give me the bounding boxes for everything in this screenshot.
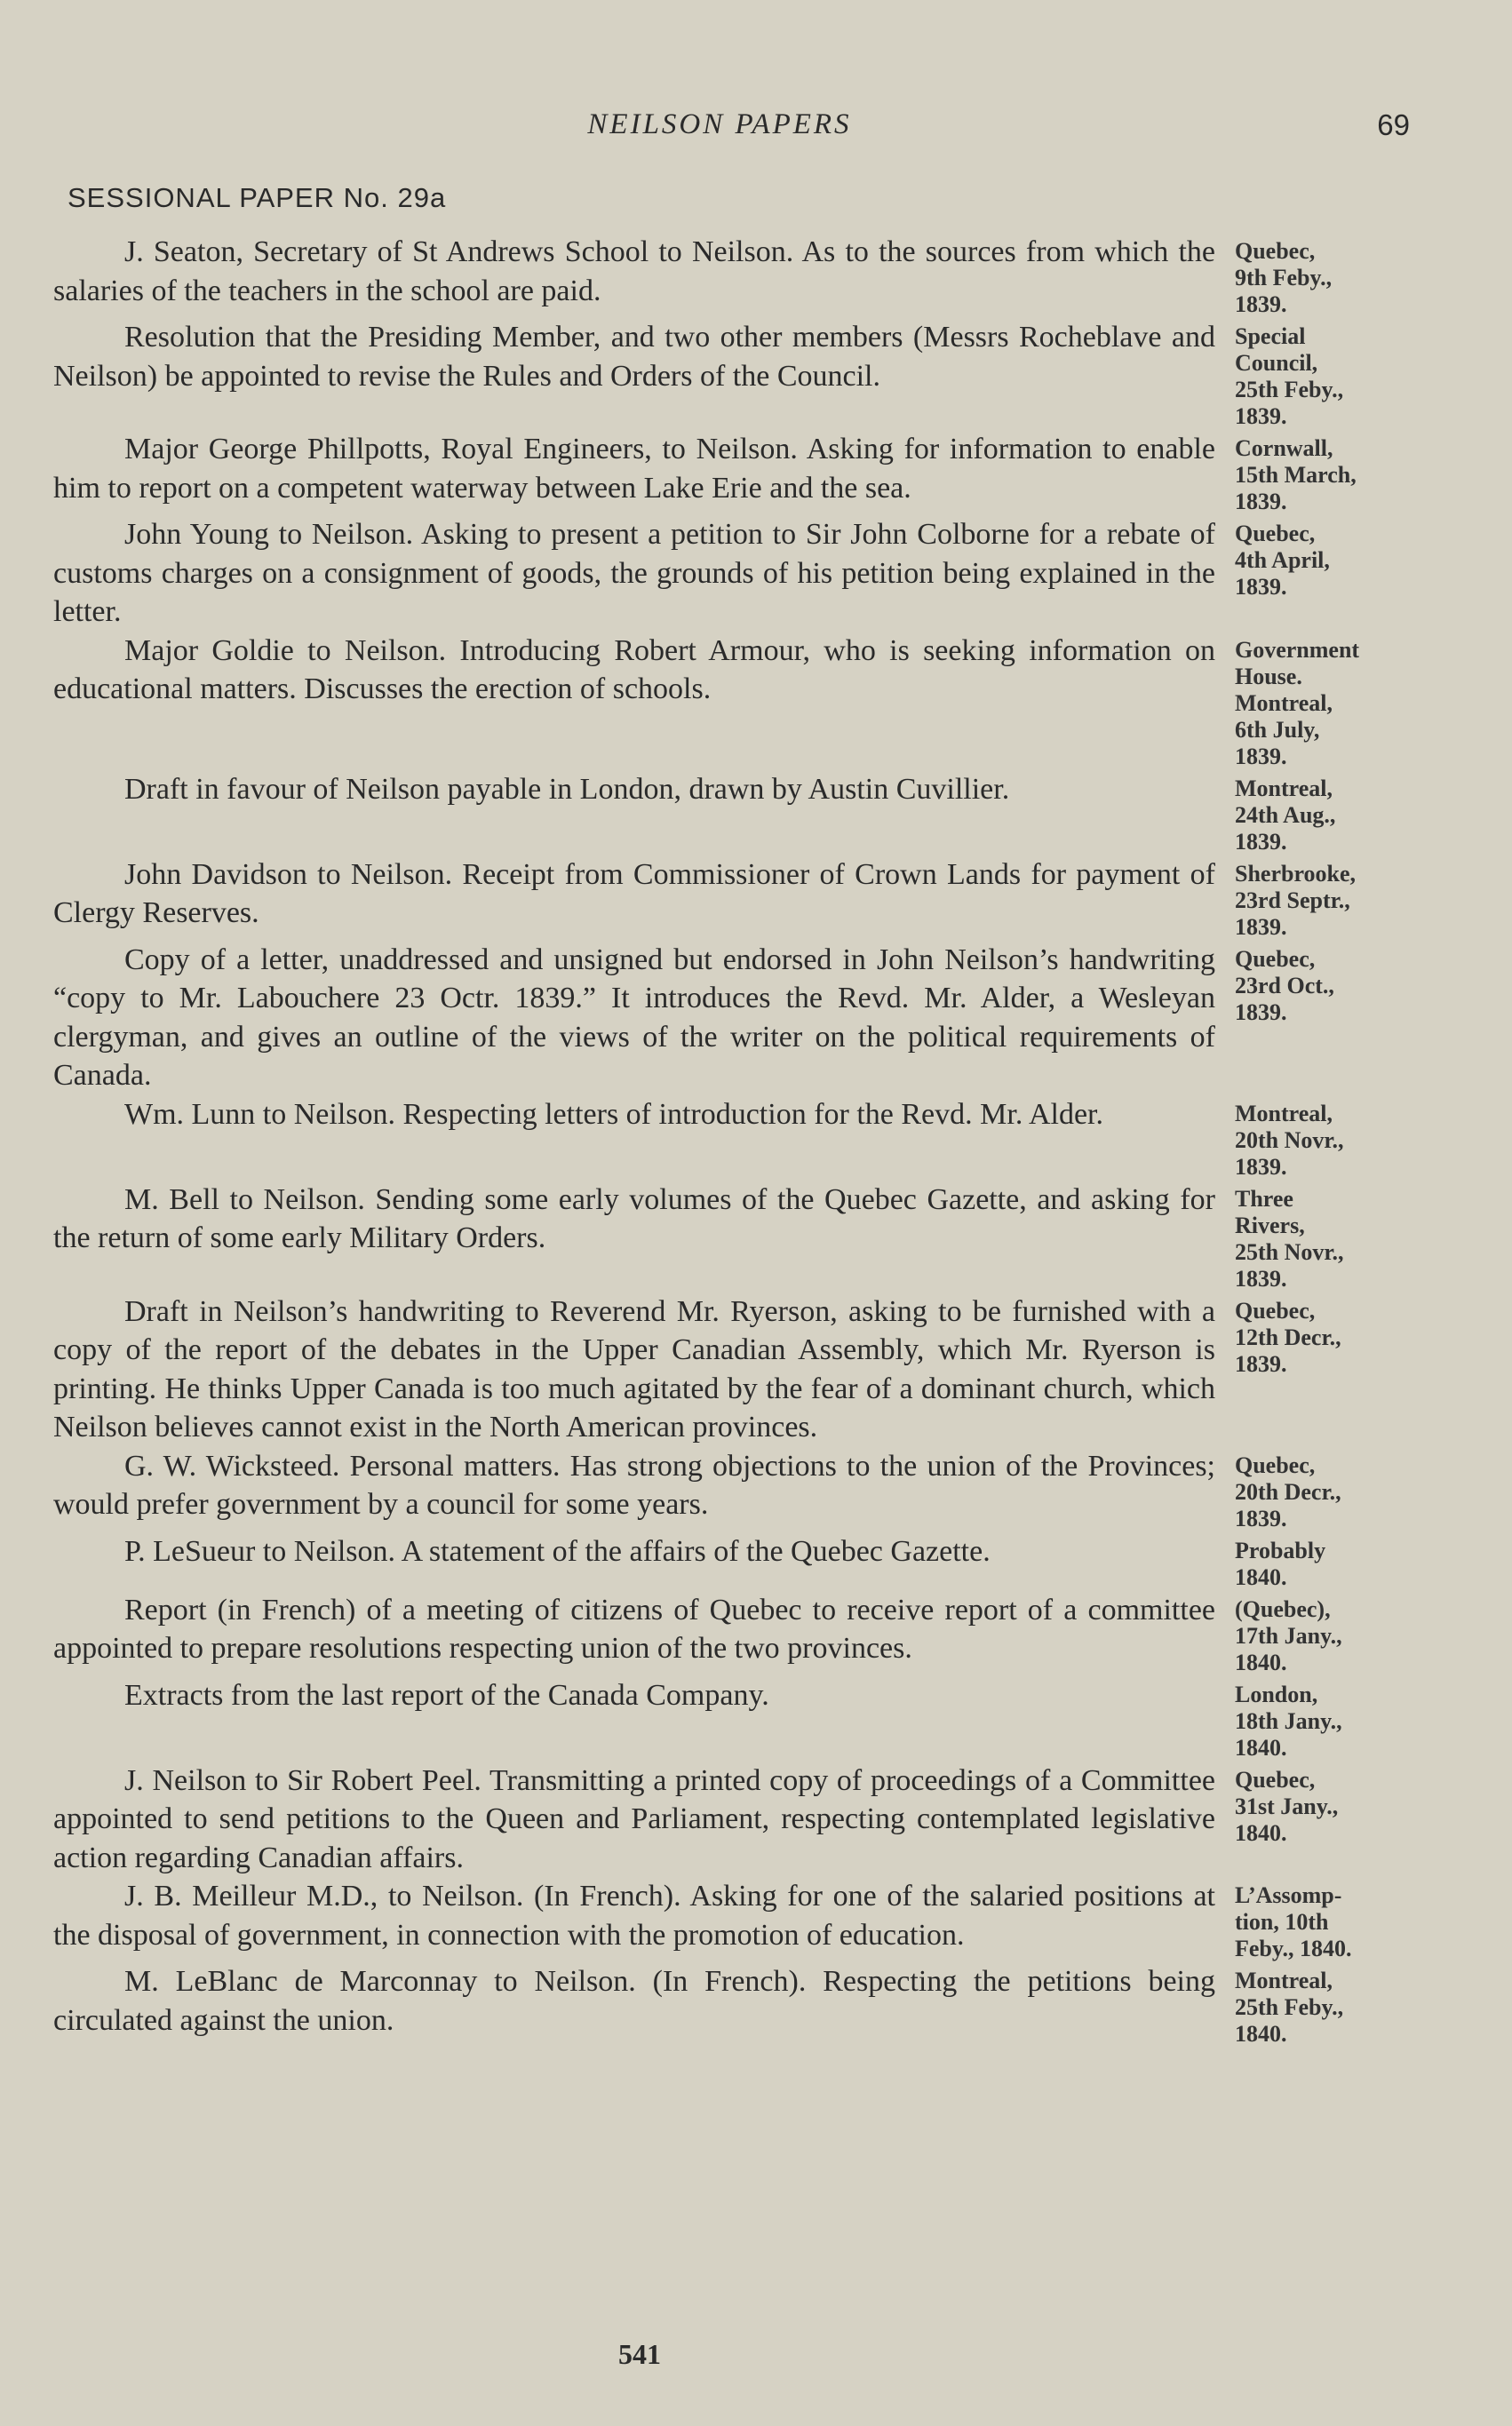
- calendar-entry: [53, 1447, 1404, 1532]
- place-date-line: Montreal,: [1235, 775, 1333, 801]
- place-date-line: 6th July,: [1235, 716, 1320, 743]
- calendar-entry: [53, 1181, 1404, 1293]
- place-date-line: 15th March,: [1235, 462, 1357, 488]
- place-date-line: 1840.: [1235, 1563, 1287, 1590]
- place-date-line: L’Assomp-: [1235, 1882, 1342, 1908]
- calendar-entry: [53, 515, 1404, 632]
- place-date-line: Montreal,: [1235, 1100, 1333, 1126]
- place-date-line: Government: [1235, 636, 1360, 663]
- place-date-line: Quebec,: [1235, 1766, 1316, 1793]
- calendar-entry: [53, 941, 1404, 1095]
- place-date-line: 25th Novr.,: [1235, 1238, 1344, 1265]
- place-date-line: 20th Decr.,: [1235, 1478, 1341, 1505]
- entry-text: Draft in Neilson’s handwriting to Reverend Mr. Ryerson, asking to be furnished with a copy of the report of the debates in the Upper Canadian Assembly, which Mr. Ryerson is printing. He thinks Upper Canada is too much agitated by the fear of a dominant church, which Neilson believes cannot exist in the North American provinces.: [53, 1294, 1215, 1444]
- place-date-line: 25th Feby.,: [1235, 377, 1344, 402]
- entry-place-date: [1235, 430, 1404, 515]
- place-date-line: 25th Feby.,: [1235, 1994, 1344, 2020]
- place-date-line: 1839.: [1235, 403, 1287, 429]
- place-date-line: 23rd Septr.,: [1235, 887, 1350, 913]
- entry-text: P. LeSueur to Neilson. A statement of the affairs of the Quebec Gazette.: [124, 1534, 991, 1568]
- entry-text: M. LeBlanc de Marconnay to Neilson. (In French). Respecting the petitions being circulated against the union.: [53, 1965, 1215, 2037]
- entry-text: J. Seaton, Secretary of St Andrews School to Neilson. As to the sources from which the salaries of the teachers in the school are paid.: [53, 235, 1215, 307]
- place-date-line: House.: [1235, 663, 1302, 689]
- calendar-entry: [53, 855, 1404, 941]
- calendar-entry: [53, 1293, 1404, 1447]
- place-date-line: tion, 10th: [1235, 1909, 1329, 1935]
- place-date-line: 18th Jany.,: [1235, 1707, 1342, 1734]
- place-date-line: (Quebec),: [1235, 1595, 1331, 1622]
- entry-text: Draft in favour of Neilson payable in London, drawn by Austin Cuvillier.: [124, 772, 1010, 806]
- entry-place-date: [1235, 318, 1404, 430]
- place-date-line: 4th April,: [1235, 547, 1330, 573]
- entry-place-date: [1235, 855, 1404, 941]
- entry-text: Copy of a letter, unaddressed and unsigned but endorsed in John Neilson’s handwriting “copy to Mr. Labouchere 23 Octr. 1839.” It introduces the Revd. Mr. Alder, a Wesleyan clergyman, and gives an outline of the views of the writer on the political requirements of Canada.: [53, 943, 1215, 1092]
- place-date-line: 1839.: [1235, 828, 1287, 855]
- entry-text: John Davidson to Neilson. Receipt from Commissioner of Crown Lands for payment of Clergy Reserves.: [53, 857, 1215, 929]
- place-date-line: 1839.: [1235, 913, 1287, 940]
- place-date-line: 1839.: [1235, 743, 1287, 769]
- place-date-line: 12th Decr.,: [1235, 1324, 1341, 1350]
- calendar-entry: [53, 770, 1404, 855]
- calendar-entry: [53, 1591, 1404, 1676]
- place-date-line: 24th Aug.,: [1235, 801, 1336, 828]
- place-date-line: Montreal,: [1235, 689, 1333, 716]
- entry-text: Major Goldie to Neilson. Introducing Robert Armour, who is seeking information on educational matters. Discusses the erection of schools.: [53, 633, 1215, 705]
- place-date-line: 1839.: [1235, 1505, 1287, 1531]
- calendar-entry: [53, 1877, 1404, 1962]
- entry-place-date: [1235, 1762, 1404, 1847]
- place-date-line: 1839.: [1235, 291, 1287, 317]
- calendar-entry: [53, 1095, 1404, 1181]
- place-date-line: Cornwall,: [1235, 435, 1333, 461]
- place-date-line: Feby., 1840.: [1235, 1936, 1352, 1961]
- place-date-line: 17th Jany.,: [1235, 1622, 1342, 1649]
- place-date-line: Three: [1235, 1185, 1293, 1212]
- entry-place-date: [1235, 1095, 1404, 1181]
- entry-text: J. Neilson to Sir Robert Peel. Transmitting a printed copy of proceedings of a Committee appointed to send petitions to the Queen and Parliament, respecting contemplated legislative action regarding Canadian affairs.: [53, 1763, 1215, 1874]
- entry-text: M. Bell to Neilson. Sending some early volumes of the Quebec Gazette, and asking for the return of some early Military Orders.: [53, 1182, 1215, 1254]
- place-date-line: Quebec,: [1235, 1297, 1316, 1324]
- entry-place-date: [1235, 632, 1404, 770]
- calendar-entry: [53, 1962, 1404, 2048]
- place-date-line: Quebec,: [1235, 1452, 1316, 1478]
- place-date-line: Quebec,: [1235, 945, 1316, 972]
- place-date-line: 1839.: [1235, 574, 1287, 600]
- place-date-line: Quebec,: [1235, 521, 1316, 546]
- calendar-entry: [53, 1532, 1404, 1591]
- place-date-line: 9th Feby.,: [1235, 265, 1333, 290]
- calendar-entry: [53, 430, 1404, 515]
- entry-place-date: [1235, 233, 1404, 318]
- calendar-entry: [53, 318, 1404, 430]
- calendar-entry: [53, 632, 1404, 770]
- place-date-line: 23rd Oct.,: [1235, 972, 1334, 998]
- place-date-line: Sherbrooke,: [1235, 860, 1357, 887]
- place-date-line: Quebec,: [1235, 238, 1316, 264]
- place-date-line: Montreal,: [1235, 1968, 1333, 1993]
- entry-place-date: [1235, 1293, 1404, 1378]
- place-date-line: 1839.: [1235, 1265, 1287, 1292]
- calendar-entry: [53, 1676, 1404, 1762]
- running-title: NEILSON PAPERS: [587, 108, 852, 140]
- place-date-line: Council,: [1235, 350, 1318, 376]
- place-date-line: Rivers,: [1235, 1212, 1305, 1238]
- entry-text: Report (in French) of a meeting of citizens of Quebec to receive report of a committee appointed to prepare resolutions respecting union of the two provinces.: [53, 1593, 1215, 1665]
- place-date-line: Special: [1235, 323, 1306, 349]
- folio-number: 541: [618, 2338, 661, 2370]
- entry-text: J. B. Meilleur M.D., to Neilson. (In French). Asking for one of the salaried positions at the disposal of government, in connection with the promotion of education.: [53, 1880, 1215, 1952]
- sessional-paper-label: SESSIONAL PAPER No. 29a: [68, 182, 447, 213]
- entry-place-date: [1235, 1591, 1404, 1676]
- entry-text: John Young to Neilson. Asking to present a petition to Sir John Colborne for a rebate of customs charges on a consignment of goods, the grounds of his petition being explained in the letter.: [53, 518, 1215, 628]
- place-date-line: 1839.: [1235, 1153, 1287, 1180]
- entry-place-date: [1235, 1676, 1404, 1762]
- entry-text: G. W. Wicksteed. Personal matters. Has strong objections to the union of the Provinces; would prefer government by a council for some years.: [53, 1449, 1215, 1521]
- place-date-line: 31st Jany.,: [1235, 1793, 1339, 1819]
- place-date-line: 1840.: [1235, 1734, 1287, 1761]
- calendar-entry: [53, 233, 1404, 318]
- place-date-line: 1840.: [1235, 2021, 1287, 2047]
- entry-text: Major George Phillpotts, Royal Engineers, to Neilson. Asking for information to enable him to report on a competent waterway between Lake Erie and the sea.: [53, 433, 1215, 505]
- place-date-line: 1840.: [1235, 1819, 1287, 1846]
- entry-place-date: [1235, 515, 1404, 601]
- entry-text: Wm. Lunn to Neilson. Respecting letters of introduction for the Revd. Mr. Alder.: [124, 1097, 1103, 1131]
- entry-text: Extracts from the last report of the Canada Company.: [124, 1678, 769, 1712]
- place-date-line: 1839.: [1235, 489, 1287, 514]
- calendar-entries: [53, 233, 1404, 2048]
- entry-place-date: [1235, 941, 1404, 1026]
- entry-place-date: [1235, 1532, 1404, 1591]
- place-date-line: London,: [1235, 1681, 1318, 1707]
- calendar-entry: [53, 1762, 1404, 1878]
- running-head: [0, 105, 1512, 149]
- entry-place-date: [1235, 1962, 1404, 2048]
- place-date-line: 20th Novr.,: [1235, 1126, 1344, 1153]
- entry-place-date: [1235, 770, 1404, 855]
- place-date-line: 1840.: [1235, 1649, 1287, 1675]
- place-date-line: Probably: [1235, 1537, 1326, 1563]
- place-date-line: 1839.: [1235, 998, 1287, 1025]
- entry-text: Resolution that the Presiding Member, and two other members (Messrs Rocheblave and Neilson) be appointed to revise the Rules and Orders of the Council.: [53, 321, 1215, 393]
- page-number: 69: [1377, 108, 1410, 141]
- place-date-line: 1839.: [1235, 1350, 1287, 1377]
- entry-place-date: [1235, 1447, 1404, 1532]
- entry-place-date: [1235, 1877, 1404, 1962]
- entry-place-date: [1235, 1181, 1404, 1293]
